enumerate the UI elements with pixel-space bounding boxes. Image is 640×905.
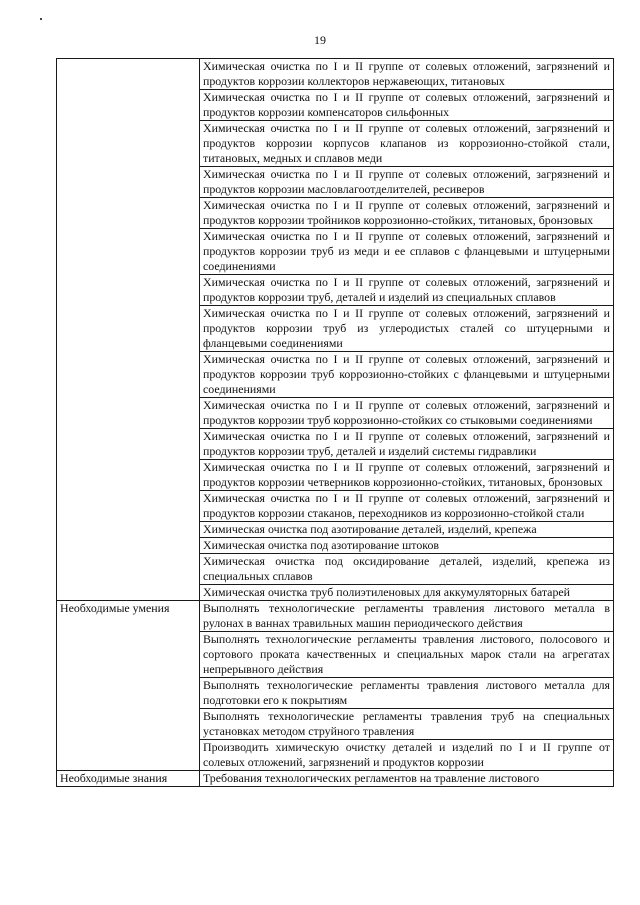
row-text: Выполнять технологические регламенты травления труб на специальных установках методом струйного травления [200, 709, 614, 740]
row-text: Выполнять технологические регламенты травления листового металла в рулонах в ваннах травильных машин периодического действия [200, 601, 614, 632]
row-label-cell [57, 59, 200, 601]
table-row [57, 59, 614, 90]
row-text: Химическая очистка под азотирование штоков [200, 538, 614, 554]
row-text: Химическая очистка по I и II группе от солевых отложений, загрязнений и продуктов коррозии корпусов клапанов из коррозионно-стойкой стали, титановых, медных и сплавов меди [200, 121, 614, 167]
row-text: Химическая очистка по I и II группе от солевых отложений, загрязнений и продуктов коррозии труб из меди и ее сплавов с фланцевыми и штуцерными соединениями [200, 229, 614, 275]
row-text: Химическая очистка по I и II группе от солевых отложений, загрязнений и продуктов коррозии труб коррозионно-стойких со стыковыми соединениями [200, 398, 614, 429]
row-text: Химическая очистка по I и II группе от солевых отложений, загрязнений и продуктов коррозии труб, деталей и изделий из специальных сплавов [200, 275, 614, 306]
row-text: Химическая очистка по I и II группе от солевых отложений, загрязнений и продуктов коррозии труб из углеродистых сталей со штуцерными и фланцевыми соединениями [200, 306, 614, 352]
row-text: Химическая очистка по I и II группе от солевых отложений, загрязнений и продуктов коррозии компенсаторов сильфонных [200, 90, 614, 121]
row-text: Химическая очистка под оксидирование деталей, изделий, крепежа из специальных сплавов [200, 554, 614, 585]
row-text: Химическая очистка по I и II группе от солевых отложений, загрязнений и продуктов коррозии четверников коррозионно-стойких, титановых, бронзовых [200, 460, 614, 491]
page-number: 19 [314, 33, 326, 47]
scan-dot [40, 18, 42, 20]
row-text: Химическая очистка по I и II группе от солевых отложений, загрязнений и продуктов коррозии труб, деталей и изделий системы гидравлики [200, 429, 614, 460]
row-text: Химическая очистка по I и II группе от солевых отложений, загрязнений и продуктов коррозии коллекторов нержавеющих, титановых [200, 59, 614, 90]
row-text: Требования технологических регламентов на травление листового [200, 771, 614, 787]
table-row [57, 771, 614, 787]
row-text: Химическая очистка труб полиэтиленовых для аккумуляторных батарей [200, 585, 614, 601]
row-label-skills: Необходимые умения [57, 601, 200, 771]
table-row [57, 601, 614, 632]
row-text: Химическая очистка по I и II группе от солевых отложений, загрязнений и продуктов коррозии труб коррозионно-стойких с фланцевыми и штуцерными соединениями [200, 352, 614, 398]
row-text: Производить химическую очистку деталей и изделий по I и II группе от солевых отложений, загрязнений и продуктов коррозии [200, 740, 614, 771]
row-text: Выполнять технологические регламенты травления листового металла для подготовки его к покрытиям [200, 678, 614, 709]
row-text: Химическая очистка по I и II группе от солевых отложений, загрязнений и продуктов коррозии масловлагоотделителей, ресиверов [200, 167, 614, 198]
row-text: Химическая очистка по I и II группе от солевых отложений, загрязнений и продуктов коррозии стаканов, переходников из коррозионно-стойкой стали [200, 491, 614, 522]
row-text: Выполнять технологические регламенты травления листового, полосового и сортового проката качественных и специальных марок стали на агрегатах непрерывного действия [200, 632, 614, 678]
row-label-knowledge: Необходимые знания [57, 771, 200, 787]
competency-table [56, 58, 614, 787]
row-text: Химическая очистка по I и II группе от солевых отложений, загрязнений и продуктов коррозии тройников коррозионно-стойких, титановых, бронзовых [200, 198, 614, 229]
row-text: Химическая очистка под азотирование деталей, изделий, крепежа [200, 522, 614, 538]
